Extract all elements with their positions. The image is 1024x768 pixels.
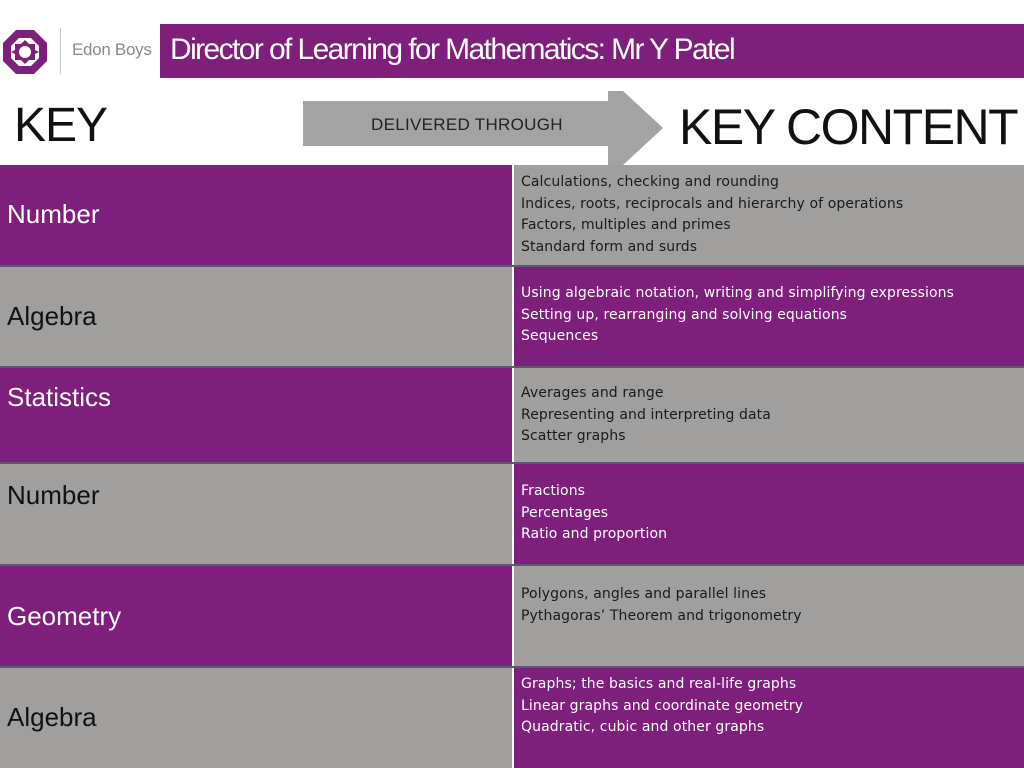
content-item: Linear graphs and coordinate geometry (521, 697, 804, 714)
table-row (0, 368, 1024, 462)
content-item: Polygons, angles and parallel lines (521, 586, 767, 602)
content-list (521, 584, 802, 627)
topic-label: Number (7, 199, 100, 229)
content-list (521, 383, 771, 448)
topic-label: Algebra (7, 702, 97, 732)
content-item: Representing and interpreting data (521, 406, 771, 423)
topic-cell (0, 566, 512, 666)
delivered-through-label: DELIVERED THROUGH (371, 115, 563, 134)
table-row (0, 165, 1024, 265)
content-item: Quadratic, cubic and other graphs (521, 719, 765, 736)
content-item: Using algebraic notation, writing and simplifying expressions (521, 285, 955, 301)
octagon-logo-icon (2, 29, 48, 75)
topic-label: Geometry (7, 601, 122, 631)
school-logo (0, 24, 160, 78)
content-list (521, 481, 667, 546)
content-item: Percentages (521, 504, 609, 521)
topic-cell (0, 668, 512, 768)
content-cell (514, 566, 1024, 666)
content-item: Setting up, rearranging and solving equations (521, 306, 848, 323)
topic-cell (0, 464, 512, 564)
topic-label: Algebra (7, 301, 97, 331)
content-item: Fractions (521, 483, 586, 499)
content-cell (514, 668, 1024, 768)
content-item: Graphs; the basics and real-life graphs (521, 676, 797, 692)
key-content-heading: KEY CONTENT (679, 99, 1018, 155)
table-row (0, 566, 1024, 666)
content-item: Scatter graphs (521, 428, 626, 445)
content-item: Ratio and proportion (521, 526, 668, 543)
content-item: Calculations, checking and rounding (521, 174, 779, 190)
content-cell (514, 464, 1024, 564)
content-list (521, 283, 954, 348)
topic-cell (0, 165, 512, 265)
table-row (0, 267, 1024, 366)
logo-divider (60, 28, 61, 74)
topic-cell (0, 368, 512, 462)
content-item: Pythagoras’ Theorem and trigonometry (521, 607, 802, 624)
content-cell (514, 165, 1024, 265)
table-row (0, 668, 1024, 768)
content-list (521, 172, 903, 259)
content-item: Averages and range (521, 385, 664, 401)
content-item: Factors, multiples and primes (521, 217, 731, 234)
content-cell (514, 368, 1024, 462)
content-list (521, 674, 803, 739)
key-heading: KEY (14, 99, 108, 152)
content-cell (514, 267, 1024, 366)
page-title: Director of Learning for Mathematics: Mr Y Patel (170, 33, 735, 66)
content-item: Indices, roots, reciprocals and hierarchy of operations (521, 195, 904, 212)
logo-text: Edon Boys (72, 40, 152, 59)
table-row (0, 464, 1024, 564)
content-item: Standard form and surds (521, 239, 698, 256)
topic-cell (0, 267, 512, 366)
content-item: Sequences (521, 328, 599, 345)
topic-label: Statistics (7, 382, 112, 412)
topic-label: Number (7, 480, 100, 510)
